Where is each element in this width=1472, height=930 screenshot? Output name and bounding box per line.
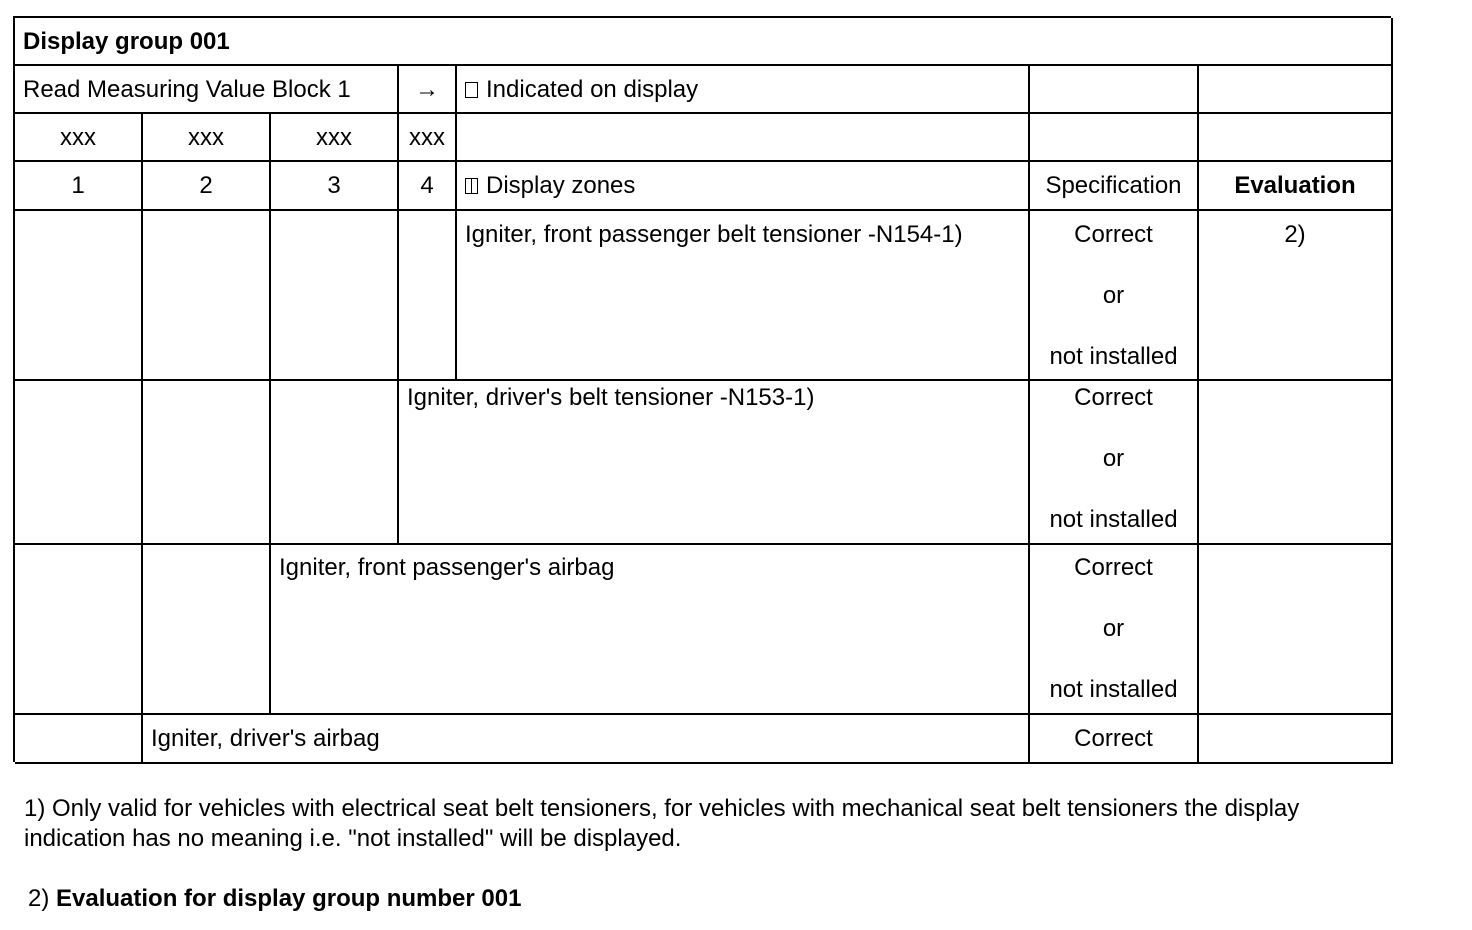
footnote-1-line-1: 1) Only valid for vehicles with electrical seat belt tensioners, for vehicles with mechanical seat belt tensioners the display — [24, 795, 1300, 822]
spec-line: not installed — [1049, 506, 1178, 533]
empty-cell — [143, 211, 271, 381]
empty-cell — [15, 715, 143, 764]
empty-cell — [1030, 66, 1199, 114]
spec-line: not installed — [1049, 676, 1178, 703]
row-description: Igniter, driver's airbag — [143, 715, 1030, 764]
arrow-icon: → — [399, 66, 457, 114]
empty-cell — [457, 114, 1030, 162]
footnote-2-marker: 2) — [28, 885, 50, 912]
empty-cell — [143, 545, 271, 715]
spec-line: Correct — [1074, 384, 1153, 411]
row-specification: Correct — [1030, 715, 1199, 764]
empty-cell — [1199, 114, 1393, 162]
table-title: Display group 001 — [15, 18, 1393, 66]
value-placeholder-1: xxx — [15, 114, 143, 162]
row-specification — [1030, 381, 1199, 545]
spec-line: or — [1102, 615, 1125, 642]
display-zones-label: Display zones — [486, 172, 636, 199]
empty-cell — [1199, 66, 1393, 114]
spec-line: or — [1102, 445, 1125, 472]
empty-cell — [399, 211, 457, 381]
footnote-1-line-2: indication has no meaning i.e. "not installed" will be displayed. — [24, 825, 682, 852]
zone-number-2: 2 — [143, 162, 271, 211]
row-evaluation: 2) — [1199, 211, 1393, 381]
read-block-label: Read Measuring Value Block 1 — [15, 66, 399, 114]
footnote-1 — [24, 794, 1299, 854]
checkbox-icon — [465, 82, 478, 98]
spec-line: not installed — [1049, 343, 1178, 370]
zone-number-4: 4 — [399, 162, 457, 211]
spec-line: or — [1102, 282, 1125, 309]
row-description: Igniter, front passenger's airbag — [271, 545, 1030, 715]
empty-cell — [15, 381, 143, 545]
empty-cell — [15, 545, 143, 715]
row-specification — [1030, 211, 1199, 381]
zones-icon — [465, 173, 478, 201]
indicated-label: Indicated on display — [486, 76, 699, 103]
row-evaluation — [1199, 381, 1393, 545]
row-description: Igniter, driver's belt tensioner -N153-1) — [399, 381, 1030, 545]
value-placeholder-2: xxx — [143, 114, 271, 162]
value-placeholder-4: xxx — [399, 114, 457, 162]
empty-cell — [143, 381, 271, 545]
row-evaluation — [1199, 545, 1393, 715]
footnote-2 — [28, 884, 521, 914]
empty-cell — [15, 211, 143, 381]
footnote-2-text: Evaluation for display group number 001 — [56, 885, 522, 912]
spec-line: Correct — [1074, 221, 1153, 248]
spec-line: Correct — [1074, 554, 1153, 581]
empty-cell — [271, 211, 399, 381]
zone-number-1: 1 — [15, 162, 143, 211]
row-evaluation — [1199, 715, 1393, 764]
indicated-on-display — [457, 66, 1030, 114]
row-specification — [1030, 545, 1199, 715]
empty-cell — [271, 381, 399, 545]
row-description: Igniter, front passenger belt tensioner -N154-1) — [457, 211, 1030, 381]
display-zones-header — [457, 162, 1030, 211]
display-group-table — [13, 16, 1391, 762]
value-placeholder-3: xxx — [271, 114, 399, 162]
empty-cell — [1030, 114, 1199, 162]
specification-header: Specification — [1030, 162, 1199, 211]
zone-number-3: 3 — [271, 162, 399, 211]
evaluation-header: Evaluation — [1199, 162, 1393, 211]
